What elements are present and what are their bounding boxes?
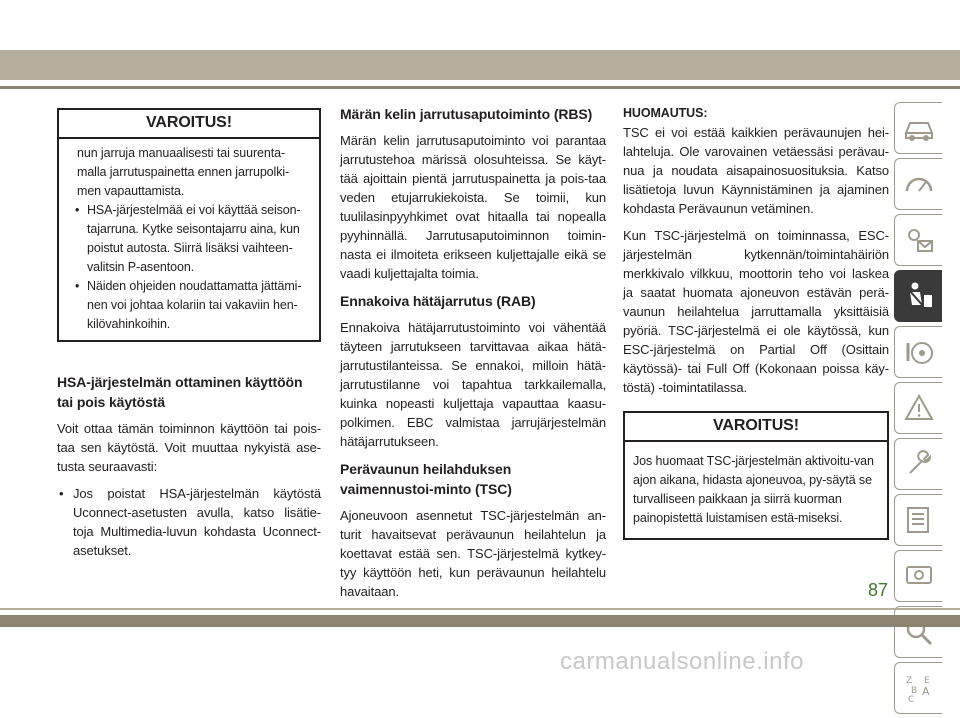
safety-seatbelt-icon (902, 279, 936, 313)
footer-rule (0, 608, 960, 610)
header-stripe (0, 50, 960, 80)
starting-driving-icon (902, 335, 936, 369)
tab-dashboard[interactable] (894, 158, 942, 210)
tab-starting-driving[interactable] (894, 326, 942, 378)
paragraph: Ennakoiva hätäjarrutustoiminto voi vähentää täyteen jarrutukseen tarvittavaa aikaa hätä-jarrutustilanteissa. Se ennakoi, milloin hätä-jarrutustilanne voi tapahtua tarkkailemalla, kuinka nopeasti kuljettaja vapauttaa kaasu-polkimen. EBC valmistaa jarrujärjestelmän hätäjarrutukseen. (340, 320, 606, 449)
paragraph: Kun TSC-järjestelmä on toiminnassa, ESC-järjestelmän kytkennän/toimintahäiriön merkkivalo vilkkuu, moottorin teho voi laskea ja saatat huomata ajoneuvon estävän perä-vaunun heilahtelua jarruttamalla yksittäisiä pyöriä. TSC-järjestelmä ei ole käytössä, kun ESC-järjestelmä on Partial Off (Osittain käytössä)- tai Full Off (Kokonaan poissa käy-töstä) -toimintatilassa. (623, 228, 889, 395)
section-heading-rab: Ennakoiva hätäjarrutus (RAB) (340, 293, 536, 309)
tab-car-info[interactable] (894, 102, 942, 154)
tab-index[interactable] (894, 662, 942, 714)
tab-specifications[interactable] (894, 494, 942, 546)
svg-text:B: B (910, 686, 917, 696)
paragraph: Märän kelin jarrutusaputoiminto voi parantaa jarrutustehoa märissä olosuhteissa. Se käyt-tää ajoittain pientä jarrutuspainetta ja pois-taa veden etujarrukiekoista. Se toimii, kun tuulilasinpyyhkimet ovat hitaalla tai nopealla pyyhinnällä. Jarrutusaputoiminnon toimin-nasta ei ilmoiteta erikseen kuljettajalle eikä se vaadi kuljettajalta toimia. (340, 133, 606, 281)
watermark: carmanualsonline.info (560, 648, 804, 675)
bullet-item: • Jos poistat HSA-järjestelmän käytöstä Uconnect-asetusten avulla, katso lisätie-toja Multimedia-luvun kohdasta Uconnect-asetukset. (57, 484, 321, 560)
note-text: TSC ei voi estää kaikkien perävaunujen hei-lahteluja. Ole varovainen vetäessäsi perävau-nua ja noudata aisapainosuosituksia. Katso lisätietoja luvun Käynnistäminen ja ajaminen kohdasta Perävaunun vetäminen. (623, 125, 889, 216)
warning-bullet: • HSA-järjestelmää ei voi käyttää seison-tajarruna. Kytke seisontajarru aina, kun poistut autosta. Siirrä lisäksi vaihteen-valitsin P-asentoon. (71, 201, 307, 277)
svg-text:Z: Z (905, 676, 912, 686)
servicing-wrench-icon (902, 447, 936, 481)
warning-text: Jos huomaat TSC-järjestelmän aktivoitu-van ajon aikana, hidasta ajoneuvoa, py-säytä se turvalliseen paikkaan ja siirrä kuorman painopistettä luistamisen estä-miseksi. (633, 454, 874, 525)
section-heading-hsa-toggle: HSA-järjestelmän ottaminen käyttöön tai pois käytöstä (57, 374, 303, 410)
tab-safety[interactable] (894, 270, 942, 322)
tab-search[interactable] (894, 606, 942, 658)
section-heading-rbs: Märän kelin jarrutusaputoiminto (RBS) (340, 106, 593, 122)
warning-body (59, 139, 319, 340)
specifications-list-icon (902, 503, 936, 537)
column-middle (340, 104, 606, 609)
note-label: HUOMAUTUS: (623, 106, 708, 120)
footer-band (0, 615, 960, 627)
dashboard-gauge-icon (902, 167, 936, 201)
tab-warning-lights[interactable] (894, 214, 942, 266)
alphabet-index-icon (902, 671, 936, 705)
warning-bullet: • Näiden ohjeiden noudattamatta jättämi-nen voi johtaa kolariin tai vakaviin hen-kilövahinkoihin. (71, 277, 307, 334)
warning-title: VAROITUS! (59, 110, 319, 139)
column-left (57, 108, 321, 560)
column-right (623, 104, 889, 540)
paragraph: Voit ottaa tämän toiminnon käyttöön tai pois-taa sen käytöstä. Voit muuttaa nykyistä ase-tusta seuraavasti: (57, 421, 321, 474)
warning-box-tsc (623, 411, 889, 540)
tab-multimedia[interactable] (894, 550, 942, 602)
top-band (0, 0, 960, 80)
paragraph: Ajoneuvoon asennetut TSC-järjestelmän an-turit havaitsevat perävaunun heilahtelun ja koettavat estää sen. TSC-järjestelmä kytkey-tyy käyttöön heti, kun perävaunun heilahtelu havaitaan. (340, 508, 606, 599)
header-rule (0, 86, 960, 89)
car-info-icon (902, 111, 936, 145)
warning-lights-icon (902, 223, 936, 257)
warning-box-hsa (57, 108, 321, 342)
tab-servicing[interactable] (894, 438, 942, 490)
warning-line: nun jarruja manuaalisesti tai suurenta-malla jarrutuspainetta ennen jarrupolki-men vapauttamista. (77, 146, 290, 198)
svg-text:C: C (907, 695, 914, 705)
page-number: 87 (868, 580, 889, 600)
svg-text:A: A (921, 685, 930, 698)
warning-body (625, 442, 887, 538)
tab-emergency[interactable] (894, 382, 942, 434)
multimedia-icon (902, 559, 936, 593)
warning-title: VAROITUS! (625, 413, 887, 442)
svg-text:E: E (923, 676, 930, 686)
section-heading-tsc: Perävaunun heilahduksen vaimennustoi-minto (TSC) (340, 461, 512, 497)
emergency-triangle-icon (902, 391, 936, 425)
